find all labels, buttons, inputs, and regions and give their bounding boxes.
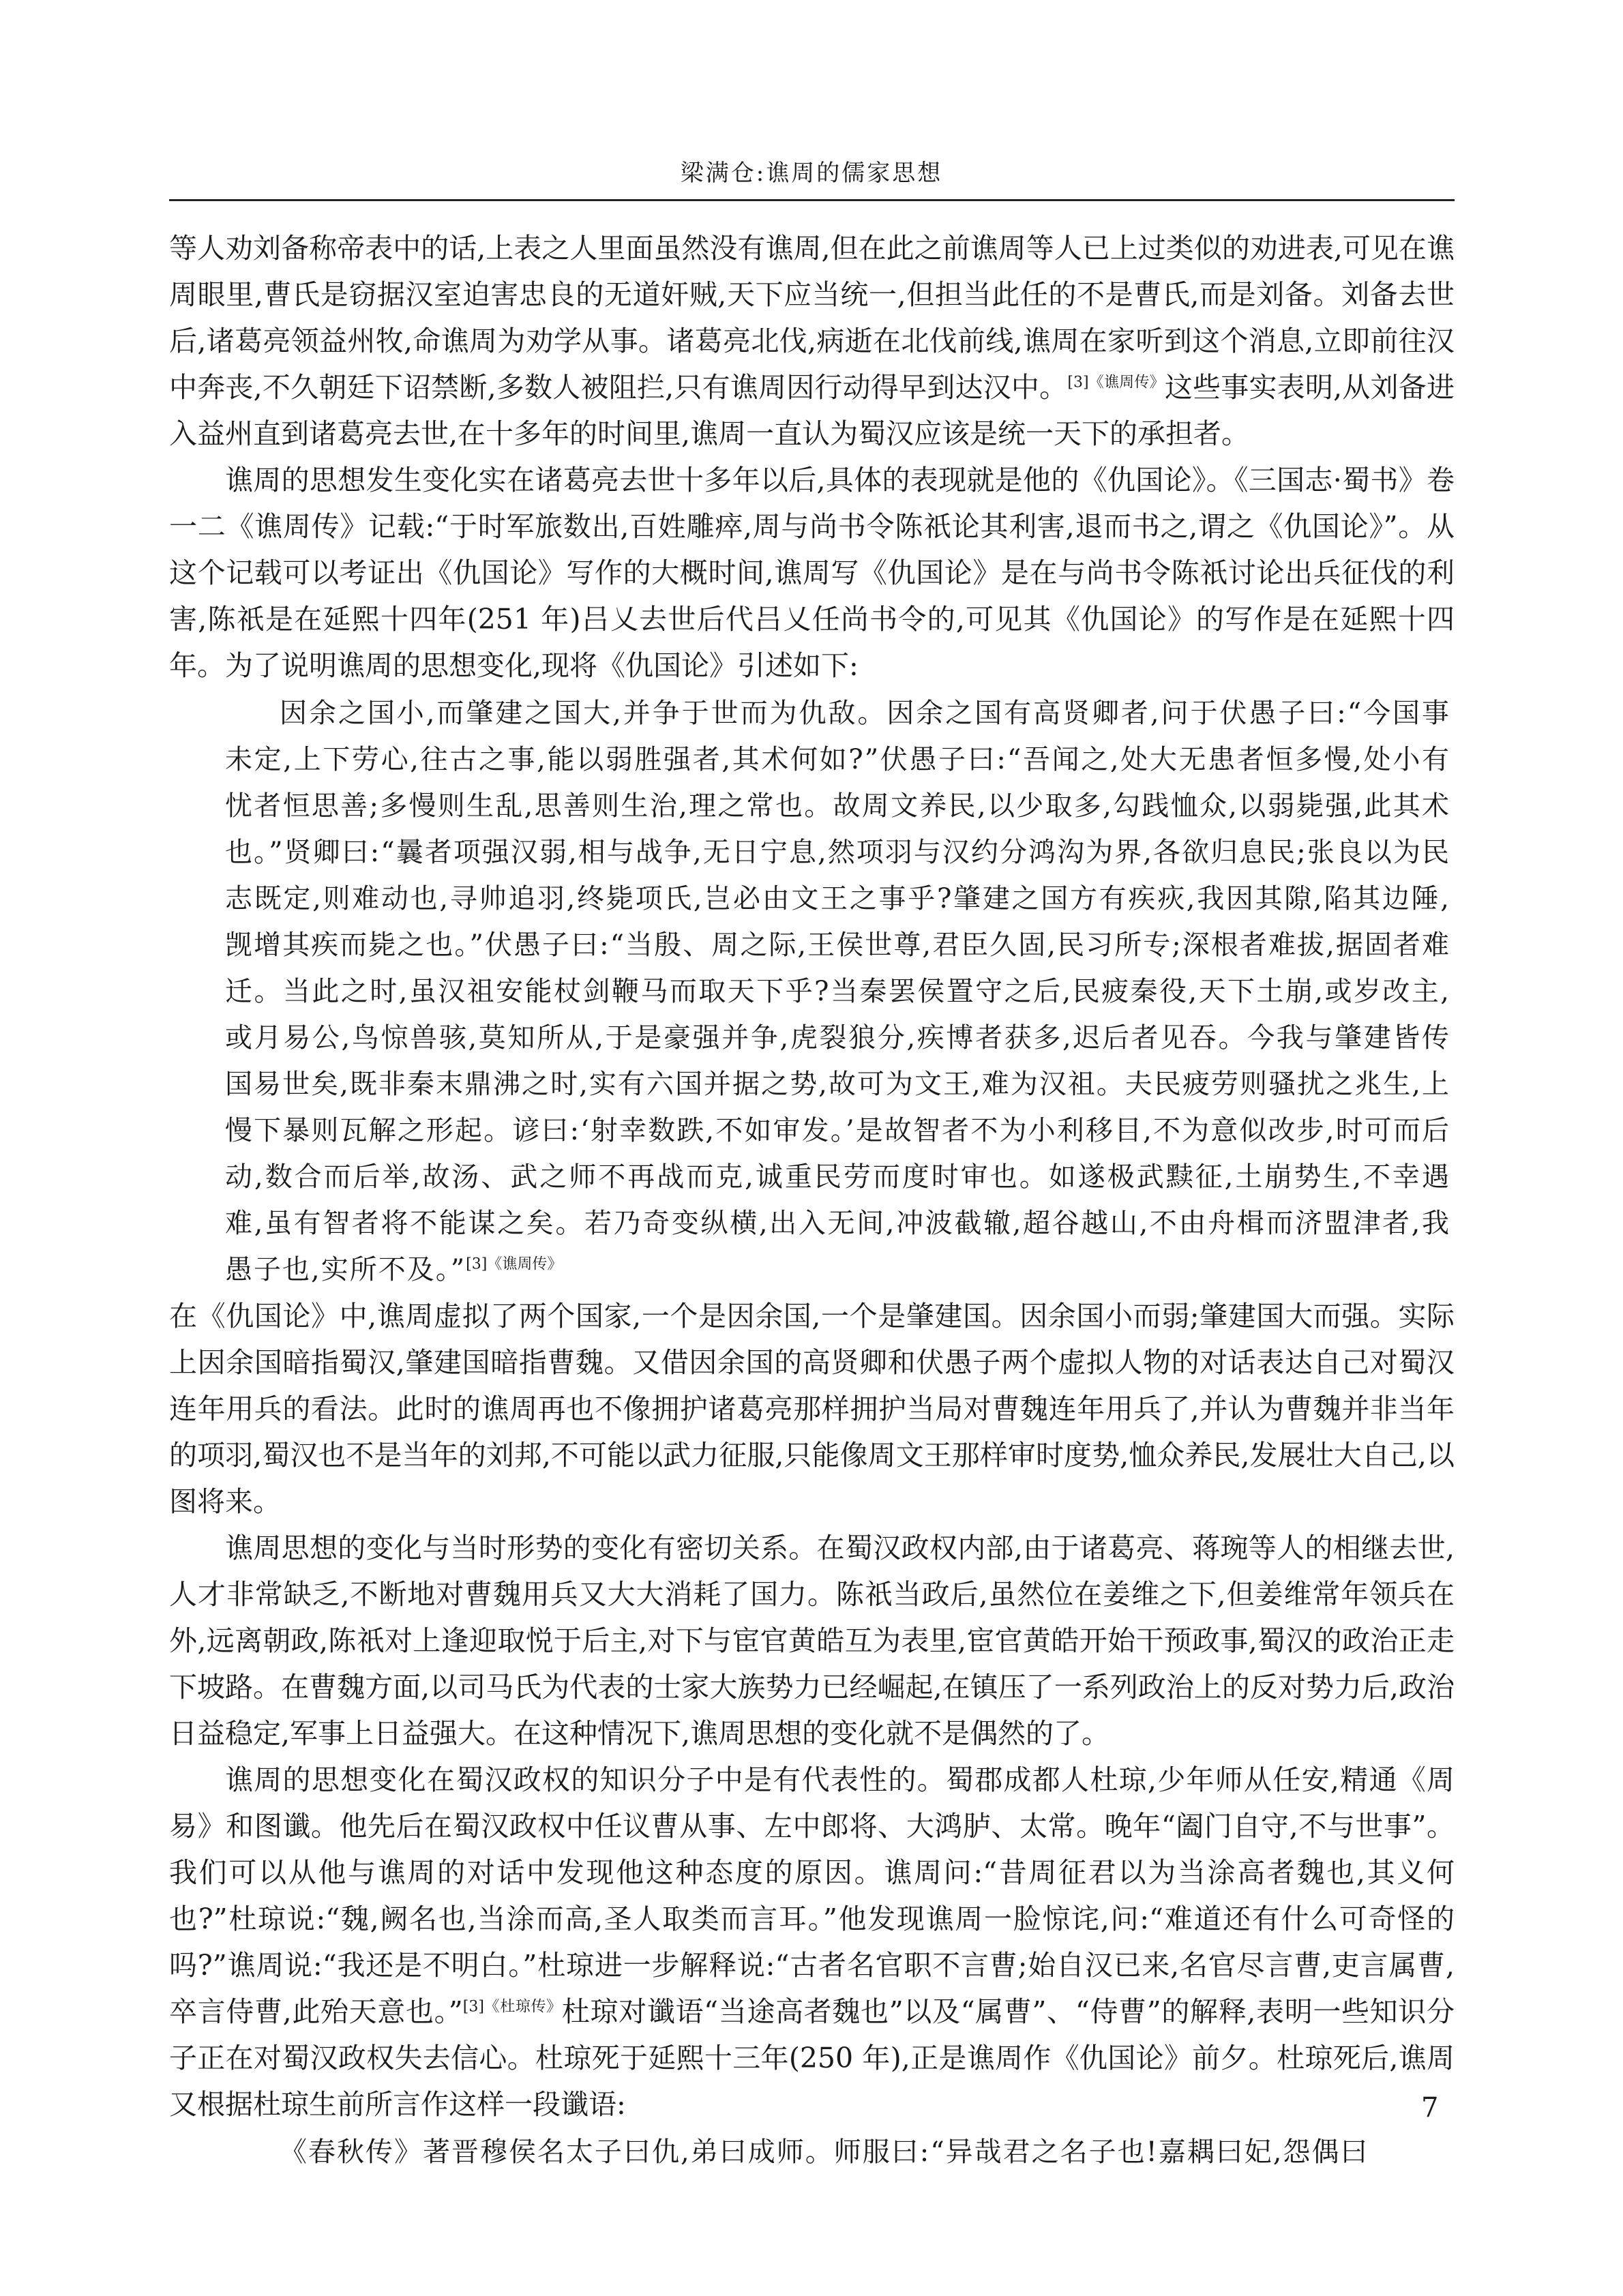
quote-text: 因余之国小,而肇建之国大,并争于世而为仇敌。因余之国有高贤卿者,问于伏愚子曰:“今国事未定,上下劳心,往古之事,能以弱胜强者,其术何如?”伏愚子曰:“吾闻之,处大无患者恒多慢,处小有忧者恒思善;多慢则生乱,思善则生治,理之常也。故周文养民,以少取多,勾践恤众,以弱毙强,此其术也。”贤卿曰:“曩者项强汉弱,相与战争,无日宁息,然项羽与汉约分鸿沟为界,各欲归息民;张良以为民志既定,则难动也,寻帅追羽,终毙项氏,岂必由文王之事乎?肇建之国方有疾疢,我因其隙,陷其边陲,觊增其疾而毙之也。”伏愚子曰:“当殷、周之际,王侯世尊,君臣久固,民习所专;深根者难拔,据固者难迁。当此之时,虽汉祖安能杖剑鞭马而取天下乎?当秦罢侯置守之后,民疲秦役,天下土崩,或岁改主,或月易公,鸟惊兽骇,莫知所从,于是豪强并争,虎裂狼分,疾博者获多,迟后者见吞。今我与肇建皆传国易世矣,既非秦末鼎沸之时,实有六国并据之势,故可为文王,难为汉祖。夫民疲劳则骚扰之兆生,上慢下暴则瓦解之形起。谚曰:‘射幸数跌,不如审发。’是故智者不为小利移目,不为意似改步,时可而后动,数合而后举,故汤、武之师不再战而克,诚重民劳而度时审也。如遂极武黩征,土崩势生,不幸遇难,虽有智者将不能谋之矣。若乃奇变纵横,出入无间,冲波截辙,超谷越山,不由舟楫而济盟津者,我愚子也,实所不及。”	[225, 698, 1450, 1285]
header-rule	[169, 199, 1455, 201]
paragraph-text: 杜琼对谶语“当途高者魏也”以及“属曹”、“侍曹”的解释,表明一些知识分子正在对蜀汉政权失去信心。杜琼死于延熙十三年(250 年),正是谯周作《仇国论》前夕。杜琼死后,谯周又根据杜琼生前所言作这样一段谶语:	[169, 1995, 1455, 2121]
paragraph-text: 等人劝刘备称帝表中的话,上表之人里面虽然没有谯周,但在此之前谯周等人已上过类似的劝进表,可见在谯周眼里,曹氏是窃据汉室迫害忠良的无道奸贼,天下应当统一,但担当此任的不是曹氏,而是刘备。刘备去世后,诸葛亮领益州牧,命谯周为劝学从事。诸葛亮北伐,病逝在北伐前线,谯周在家听到这个消息,立即前往汉中奔丧,不久朝廷下诏禁断,多数人被阻拦,只有谯周因行动得早到达汉中。	[169, 232, 1455, 404]
block-quote-chouguolun	[169, 690, 1455, 1293]
citation-note: [3]《谯周传》	[466, 1255, 563, 1273]
paragraph-5	[169, 1757, 1455, 2128]
block-quote-chunqiu: 《春秋传》著晋穆侯名太子曰仇,弟曰成师。师服曰:“异哉君之名子也!嘉耦曰妃,怨偶曰	[280, 2136, 1369, 2168]
paragraph-2: 谯周的思想发生变化实在诸葛亮去世十多年以后,具体的表现就是他的《仇国论》。《三国志·蜀书》卷一二《谯周传》记载:“于时军旅数出,百姓雕瘁,周与尚书令陈祇论其利害,退而书之,谓之《仇国论》”。从这个记载可以考证出《仇国论》写作的大概时间,谯周写《仇国论》是在与尚书令陈祇讨论出兵征伐的利害,陈祇是在延熙十四年(251 年)吕乂去世后代吕乂任尚书令的,可见其《仇国论》的写作是在延熙十四年。为了说明谯周的思想变化,现将《仇国论》引述如下:	[169, 464, 1455, 682]
citation-note: [3]《杜琼传》	[462, 1998, 562, 2016]
page-number: 7	[1421, 2092, 1439, 2123]
paragraph-3: 在《仇国论》中,谯周虚拟了两个国家,一个是因余国,一个是肇建国。因余国小而弱;肇建国大而强。实际上因余国暗指蜀汉,肇建国暗指曹魏。又借因余国的高贤卿和伏愚子两个虚拟人物的对话表达自己对蜀汉连年用兵的看法。此时的谯周再也不像拥护诸葛亮那样拥护当局对曹魏连年用兵了,并认为曹魏并非当年的项羽,蜀汉也不是当年的刘邦,不可能以武力征服,只能像周文王那样审时度势,恤众养民,发展壮大自己,以图将来。	[169, 1300, 1455, 1518]
paragraph-text: 谯周的思想变化在蜀汉政权的知识分子中是有代表性的。蜀郡成都人杜琼,少年师从任安,精通《周易》和图谶。他先后在蜀汉政权中任议曹从事、左中郎将、大鸿胪、太常。晚年“阖门自守,不与世事”。我们可以从他与谯周的对话中发现他这种态度的原因。谯周问:“昔周征君以为当涂高者魏也,其义何也?”杜琼说:“魏,阙名也,当涂而高,圣人取类而言耳。”他发现谯周一脸惊诧,问:“难道还有什么可奇怪的吗?”谯周说:“我还是不明白。”杜琼进一步解释说:“古者名官职不言曹;始自汉已来,名官尽言曹,吏言属曹,卒言侍曹,此殆天意也。”	[169, 1763, 1455, 2028]
paragraph-4: 谯周思想的变化与当时形势的变化有密切关系。在蜀汉政权内部,由于诸葛亮、蒋琬等人的相继去世,人才非常缺乏,不断地对曹魏用兵又大大消耗了国力。陈祇当政后,虽然位在姜维之下,但姜维常年领兵在外,远离朝政,陈祇对上逢迎取悦于后主,对下与宦官黄皓互为表里,宦官黄皓开始干预政事,蜀汉的政治正走下坡路。在曹魏方面,以司马氏为代表的士家大族势力已经崛起,在镇压了一系列政治上的反对势力后,政治日益稳定,军事上日益强大。在这种情况下,谯周思想的变化就不是偶然的了。	[169, 1532, 1455, 1750]
paragraph-1	[169, 225, 1455, 457]
article-body	[169, 225, 1455, 2175]
running-head: 梁满仓:谯周的儒家思想	[680, 160, 943, 187]
citation-note: [3]《谯周传》	[1067, 374, 1165, 391]
paragraph-text: 这些事实表明,从刘备进入益州直到诸葛亮去世,在十多年的时间里,谯周一直认为蜀汉应该是统一天下的承担者。	[169, 371, 1455, 450]
